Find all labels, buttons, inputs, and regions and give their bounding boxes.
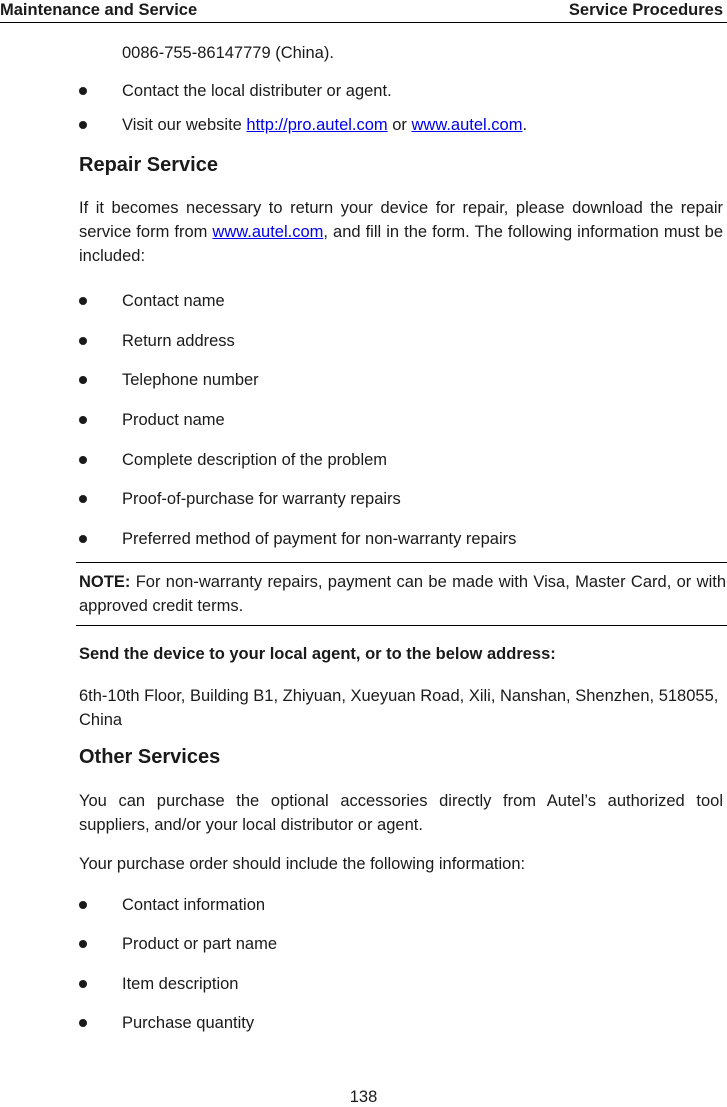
list-item-text: Preferred method of payment for non-warranty repairs (122, 530, 517, 548)
or-text: or (387, 116, 412, 134)
note-text (79, 570, 726, 618)
list-item-text: Purchase quantity (122, 1014, 255, 1032)
bullet-icon (79, 121, 87, 129)
bullet-icon (79, 980, 87, 988)
repair-para-suffix: , and fill in the form. The following information must be included: (79, 223, 723, 265)
page-header (0, 0, 727, 23)
address-paragraph: 6th-10th Floor, Building B1, Zhiyuan, Xueyuan Road, Xili, Nanshan, Shenzhen, 518055, China (79, 687, 719, 729)
list-item-text: Proof-of-purchase for warranty repairs (122, 490, 401, 508)
bullet-icon (79, 456, 87, 464)
bullet-icon (79, 297, 87, 305)
list-item-text: Contact the local distributer or agent. (122, 82, 392, 100)
other-services-paragraph: You can purchase the optional accessories directly from Autel’s authorized tool suppliers, and/or your local distributor or agent. (79, 792, 723, 834)
repair-para-prefix: If it becomes necessary to return your device for repair, please download the repair service form from (79, 199, 723, 241)
note-body: For non-warranty repairs, payment can be made with Visa, Master Card, or with approved credit terms. (79, 573, 726, 615)
list-item-text: Telephone number (122, 371, 259, 389)
list-item-text: Contact name (122, 292, 225, 310)
list-item-text: Product or part name (122, 935, 277, 953)
period-text: . (522, 116, 528, 134)
bullet-icon (79, 495, 87, 503)
header-chapter-title: Service Procedures (568, 1, 723, 19)
phone-line: 0086-755-86147779 (China). (122, 44, 334, 62)
bullet-icon (79, 416, 87, 424)
list-item-text: Return address (122, 332, 235, 350)
pro-autel-link[interactable]: http://pro.autel.com (246, 116, 388, 134)
repair-service-heading: Repair Service (79, 154, 218, 176)
note-label: NOTE: (79, 573, 131, 591)
list-item-text: Complete description of the problem (122, 451, 388, 469)
send-device-heading: Send the device to your local agent, or to the below address: (79, 645, 556, 663)
bullet-icon (79, 535, 87, 543)
bullet-icon (79, 87, 87, 95)
list-item-text: Item description (122, 975, 239, 993)
page-number: 138 (349, 1088, 378, 1106)
purchase-order-paragraph: Your purchase order should include the following information: (79, 855, 526, 873)
list-item-text: Product name (122, 411, 225, 429)
bullet-icon (79, 901, 87, 909)
bullet-icon (79, 940, 87, 948)
header-section-title: Maintenance and Service (0, 1, 198, 19)
bullet-icon (79, 1019, 87, 1027)
bullet-icon (79, 376, 87, 384)
website-line (122, 113, 527, 137)
website-prefix: Visit our website (122, 116, 247, 134)
repair-form-link[interactable]: www.autel.com (212, 223, 324, 241)
bullet-icon (79, 337, 87, 345)
list-item-text: Contact information (122, 896, 266, 914)
repair-paragraph (79, 196, 723, 268)
other-services-heading: Other Services (79, 746, 221, 768)
note-box (76, 562, 727, 626)
autel-link[interactable]: www.autel.com (411, 116, 523, 134)
